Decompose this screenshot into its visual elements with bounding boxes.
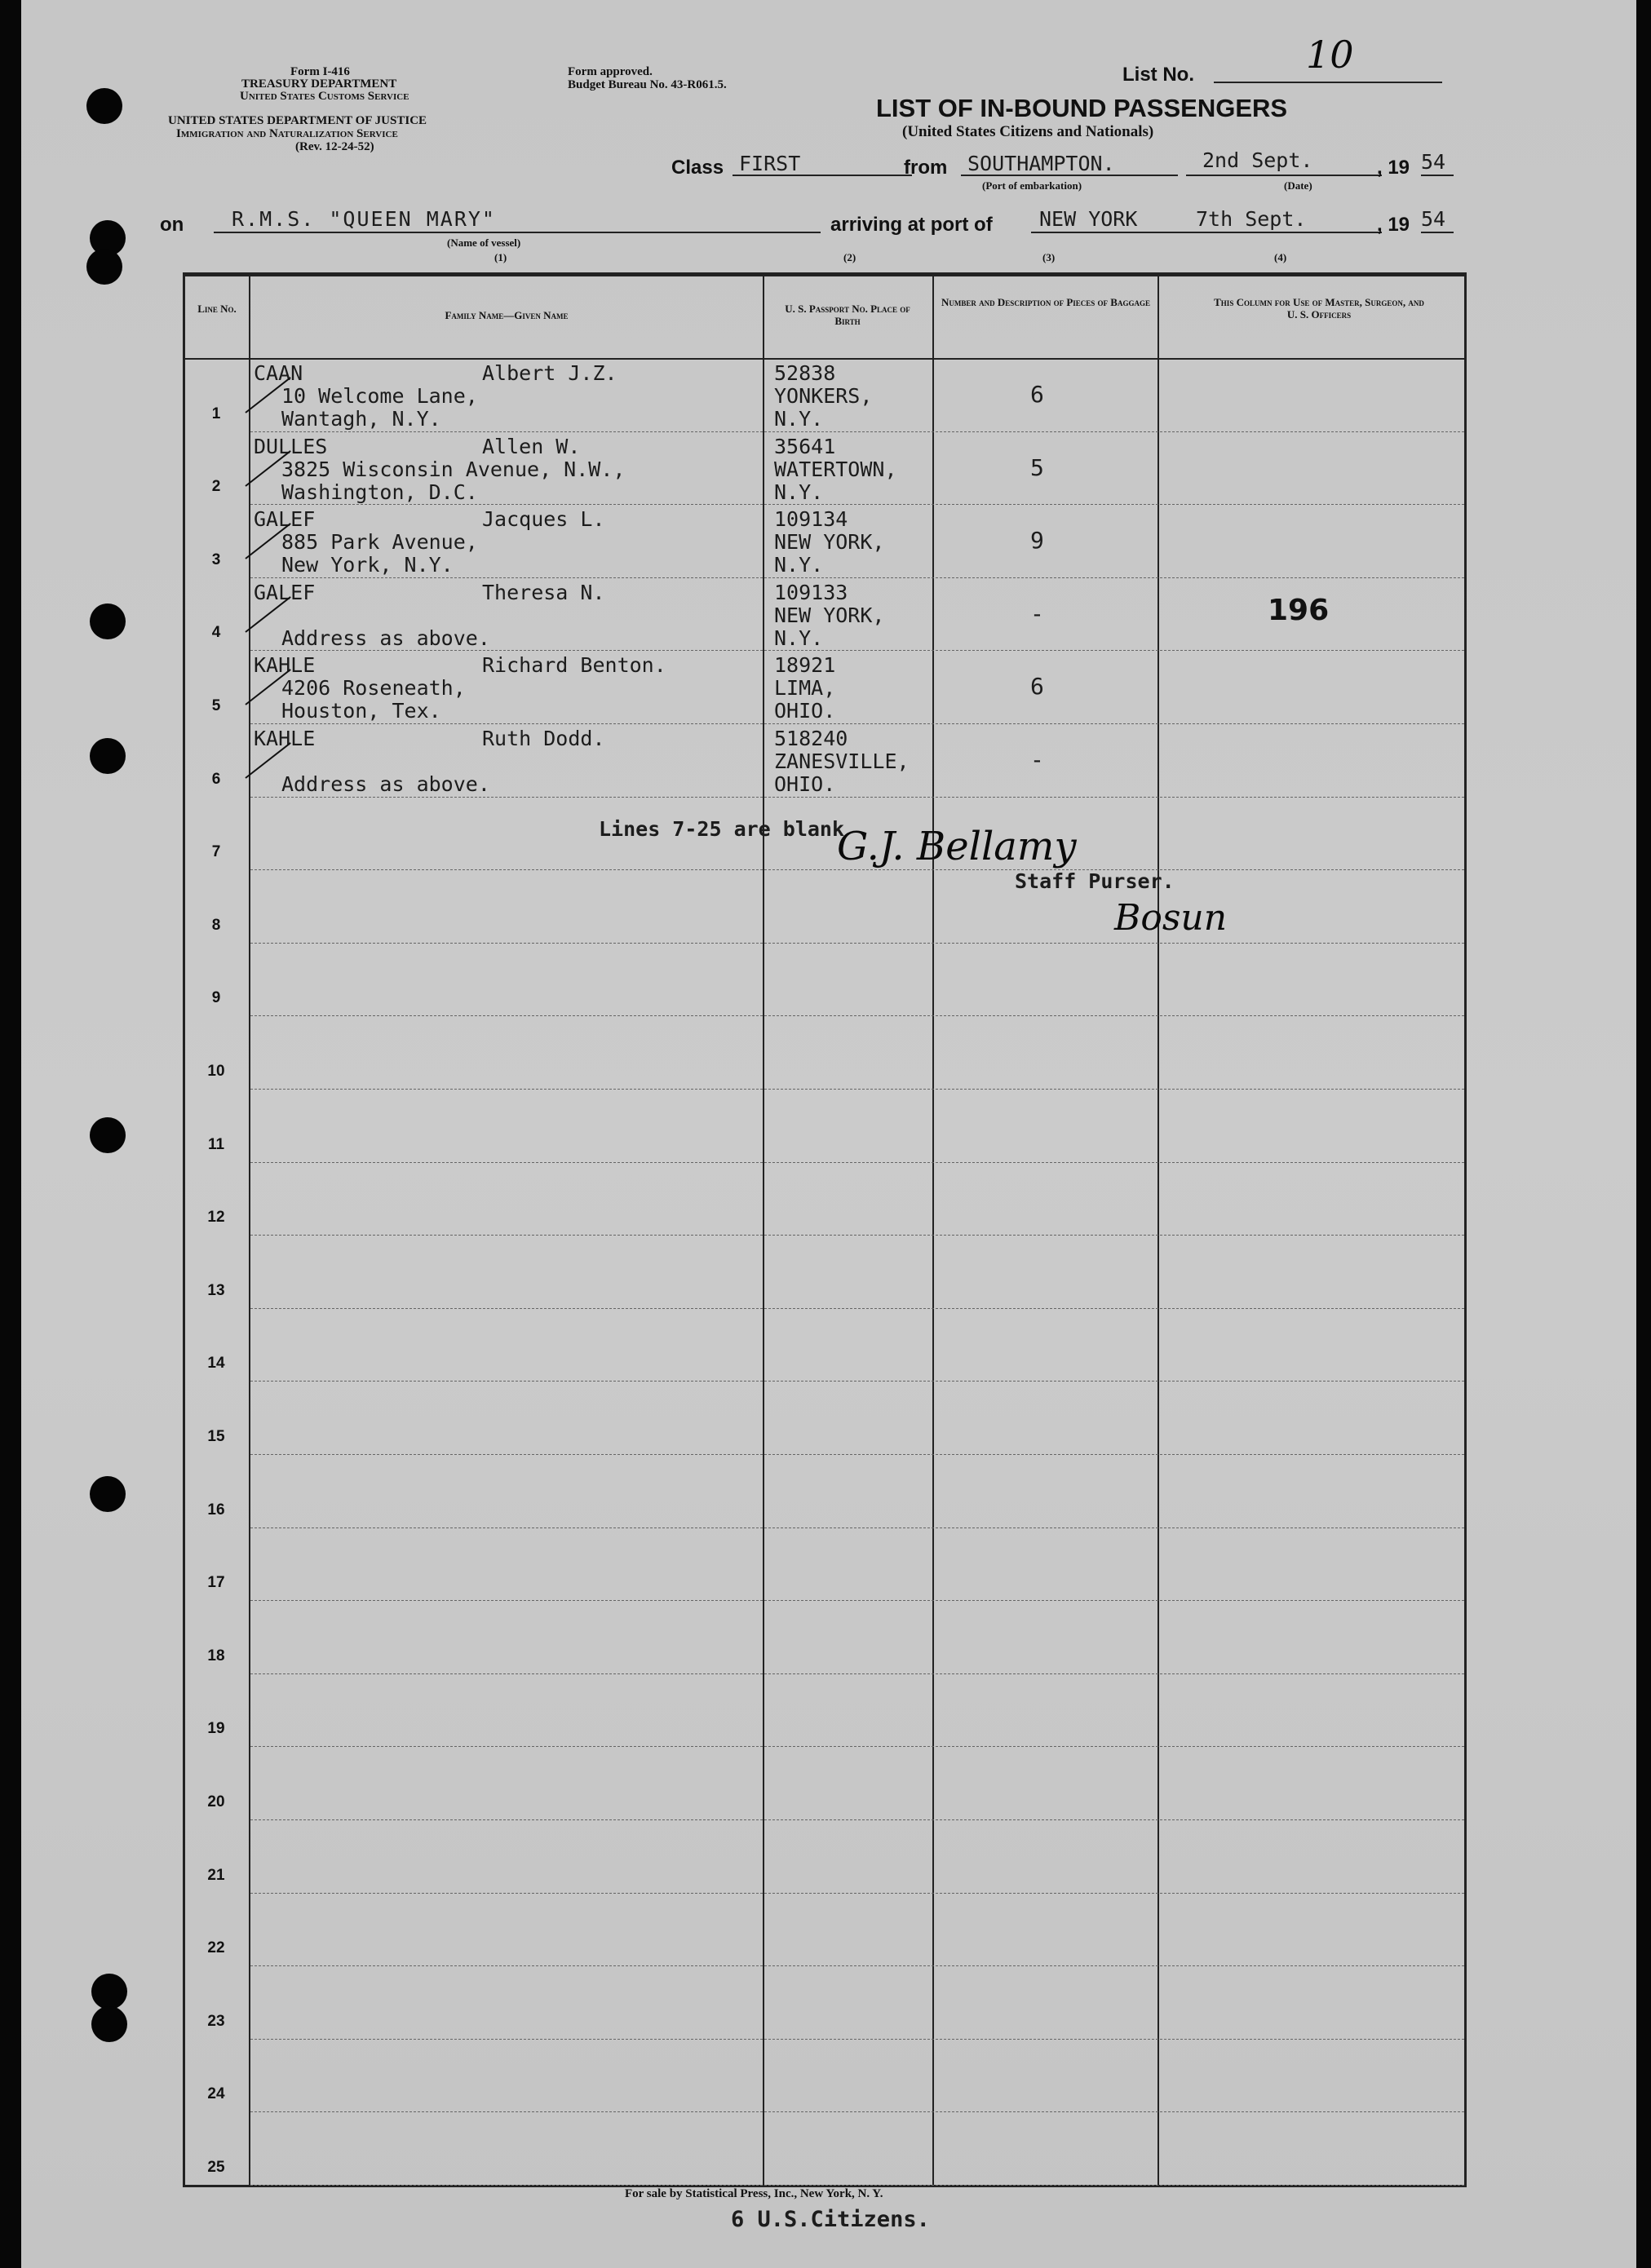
immigration-service: Immigration and Naturalization Service: [176, 127, 398, 140]
col3-number: (3): [1042, 251, 1056, 263]
line-number: 5: [211, 697, 221, 714]
line-number: 25: [207, 2159, 225, 2176]
row-rule: [250, 943, 1464, 944]
arriving-label: arriving at port of: [830, 214, 993, 236]
birthplace-line-2: OHIO.: [774, 772, 836, 796]
baggage-count: 5: [1030, 453, 1044, 481]
row-rule: [250, 1089, 1464, 1090]
birthplace-line-2: N.Y.: [774, 480, 824, 504]
birthplace-line-1: YONKERS,: [774, 384, 873, 408]
birthplace-line-2: OHIO.: [774, 699, 836, 723]
punch-hole: [90, 603, 126, 639]
row-rule: [250, 1454, 1464, 1455]
vessel-caption: (Name of vessel): [447, 237, 521, 249]
col1-number: (1): [494, 251, 507, 263]
arrival-rule: [1031, 232, 1382, 233]
baggage-count: 9: [1030, 527, 1044, 555]
row-rule: [250, 869, 1464, 870]
citizen-summary: 6 U.S.Citizens.: [731, 2207, 930, 2232]
line-number: 6: [211, 770, 221, 788]
line-number: 7: [211, 843, 221, 861]
embarkation-caption: (Port of embarkation): [982, 179, 1082, 192]
passport-number: 109133: [774, 580, 848, 604]
address-line-2: Washington, D.C.: [281, 480, 478, 504]
list-no-value: 10: [1306, 33, 1354, 77]
scan-border-left: [0, 0, 21, 2268]
officer-stamp-number: 196: [1268, 594, 1330, 627]
table-row: [185, 725, 1464, 798]
arrival-date: 7th Sept.: [1196, 207, 1307, 231]
baggage-count: 6: [1030, 381, 1044, 408]
port-of-embarkation: SOUTHAMPTON.: [967, 152, 1115, 175]
line-number: 3: [211, 550, 221, 568]
passport-number: 518240: [774, 727, 848, 750]
birthplace-line-2: N.Y.: [774, 407, 824, 431]
family-name: DULLES: [254, 434, 328, 458]
address-line-1: 885 Park Avenue,: [281, 530, 478, 555]
family-name: KAHLE: [254, 727, 316, 750]
address-line-2: Houston, Tex.: [281, 699, 441, 723]
on-label: on: [160, 214, 184, 236]
punch-hole: [91, 2006, 127, 2042]
departure-date: 2nd Sept.: [1202, 148, 1313, 172]
col-header-officers: This Column for Use of Master, Surgeon, and U. S. Officers: [1214, 296, 1424, 321]
row-rule: [250, 1162, 1464, 1163]
birthplace-line-2: N.Y.: [774, 553, 824, 577]
punch-hole: [86, 249, 122, 285]
address-line-1: 10 Welcome Lane,: [281, 384, 478, 408]
arrival-port: NEW YORK: [1039, 207, 1138, 231]
line-number: 8: [211, 916, 221, 934]
address-line-2: Address as above.: [281, 772, 490, 796]
birthplace-line-1: ZANESVILLE,: [774, 749, 910, 773]
punch-hole: [90, 1117, 126, 1153]
family-name: CAAN: [254, 361, 303, 385]
address-line-1: 3825 Wisconsin Avenue, N.W.,: [281, 457, 626, 481]
birthplace-line-2: N.Y.: [774, 626, 824, 650]
vessel-name: R.M.S. "QUEEN MARY": [232, 207, 496, 231]
family-name: GALEF: [254, 507, 316, 532]
row-rule: [250, 1965, 1464, 1966]
line-number: 11: [207, 1135, 225, 1153]
revision-date: (Rev. 12-24-52): [295, 140, 374, 153]
col-header-line-no: Line No.: [197, 303, 237, 315]
row-rule: [250, 1600, 1464, 1601]
from-label: from: [904, 157, 948, 179]
class-value: FIRST: [739, 152, 801, 175]
bosun-signature: Bosun: [1114, 897, 1228, 939]
birthplace-line-1: NEW YORK,: [774, 530, 885, 555]
col-header-name: Family Name—Given Name: [445, 309, 569, 321]
line-number: 18: [207, 1647, 225, 1665]
given-name: Allen W.: [482, 434, 581, 458]
address-line-2: Address as above.: [281, 626, 490, 650]
given-name: Ruth Dodd.: [482, 727, 605, 750]
punch-hole: [91, 1974, 127, 2009]
purser-signature: G.J. Bellamy: [837, 824, 1077, 869]
line-number: 4: [211, 624, 221, 642]
line-number: 13: [207, 1281, 225, 1299]
col-header-passport: U. S. Passport No. Place of Birth: [785, 303, 910, 327]
list-no-rule: [1214, 82, 1442, 83]
baggage-count: -: [1030, 599, 1044, 627]
line-number: 15: [207, 1428, 225, 1445]
date-caption: (Date): [1284, 179, 1312, 192]
table-row: [185, 433, 1464, 506]
line-number: 17: [207, 1574, 225, 1592]
passport-number: 35641: [774, 434, 836, 458]
year2-prefix: , 19: [1377, 214, 1410, 236]
family-name: KAHLE: [254, 653, 316, 678]
birthplace-line-1: LIMA,: [774, 676, 836, 701]
address-line-1: 4206 Roseneath,: [281, 676, 466, 701]
punch-hole: [90, 738, 126, 774]
address-line-2: Wantagh, N.Y.: [281, 407, 441, 431]
row-rule: [250, 2039, 1464, 2040]
line-number: 20: [207, 1793, 225, 1810]
document-subtitle: (United States Citizens and Nationals): [902, 123, 1154, 140]
line-number: 9: [211, 989, 221, 1007]
class-label: Class: [671, 157, 724, 179]
table-row: [185, 506, 1464, 579]
blank-lines-note: Lines 7-25 are blank: [599, 817, 845, 841]
document-title: LIST OF IN-BOUND PASSENGERS: [876, 94, 1288, 122]
row-rule: [250, 1235, 1464, 1236]
passport-number: 109134: [774, 507, 848, 532]
form-approved: Form approved.: [568, 65, 653, 78]
given-name: Albert J.Z.: [482, 361, 617, 385]
line-number: 19: [207, 1720, 225, 1738]
list-no-label: List No.: [1122, 64, 1194, 86]
baggage-count: -: [1030, 746, 1044, 773]
scan-border-right: [1636, 0, 1651, 2268]
table-row: [185, 652, 1464, 725]
year2-value: 54: [1421, 207, 1446, 231]
year1-prefix: , 19: [1377, 157, 1410, 179]
table-row: [185, 360, 1464, 433]
row-rule: [250, 1527, 1464, 1528]
vessel-rule: [214, 232, 821, 233]
printer-note: For sale by Statistical Press, Inc., New York, N. Y.: [625, 2187, 883, 2200]
line-number: 1: [211, 405, 221, 422]
line-number: 16: [207, 1501, 225, 1519]
department-of-justice: UNITED STATES DEPARTMENT OF JUSTICE: [168, 114, 427, 127]
budget-bureau: Budget Bureau No. 43-R061.5.: [568, 78, 727, 91]
passport-number: 18921: [774, 653, 836, 678]
customs-service: United States Customs Service: [240, 90, 409, 103]
treasury-department: TREASURY DEPARTMENT: [241, 77, 397, 91]
line-number: 2: [211, 478, 221, 496]
year1-rule: [1421, 175, 1454, 176]
col-header-baggage: Number and Description of Pieces of Baggage: [941, 296, 1150, 308]
birthplace-line-1: WATERTOWN,: [774, 457, 897, 481]
form-number: Form I-416: [290, 65, 350, 78]
line-number: 21: [207, 1866, 225, 1884]
col4-number: (4): [1274, 251, 1287, 263]
line-number: 14: [207, 1355, 225, 1373]
punch-hole: [86, 88, 122, 124]
date1-rule: [1186, 175, 1382, 176]
row-rule: [250, 1746, 1464, 1747]
row-rule: [250, 1015, 1464, 1016]
line-number: 24: [207, 2085, 225, 2103]
row-rule: [250, 1673, 1464, 1674]
address-line-2: New York, N.Y.: [281, 553, 454, 577]
year1-value: 54: [1421, 150, 1446, 174]
manifest-page: [21, 0, 1636, 2268]
line-number: 22: [207, 1939, 225, 1957]
birthplace-line-1: NEW YORK,: [774, 603, 885, 627]
family-name: GALEF: [254, 580, 316, 604]
line-number: 10: [207, 1063, 225, 1080]
baggage-count: 6: [1030, 673, 1044, 701]
line-number: 12: [207, 1209, 225, 1227]
passport-number: 52838: [774, 361, 836, 385]
row-rule: [250, 2111, 1464, 2112]
row-rule: [250, 1381, 1464, 1382]
year2-rule: [1421, 232, 1454, 233]
row-rule: [250, 1819, 1464, 1820]
given-name: Richard Benton.: [482, 653, 666, 678]
given-name: Theresa N.: [482, 580, 605, 604]
line-number: 23: [207, 2012, 225, 2030]
given-name: Jacques L.: [482, 507, 605, 532]
punch-hole: [90, 1476, 126, 1512]
passenger-table: [183, 272, 1467, 2187]
staff-purser-label: Staff Purser.: [1015, 869, 1175, 893]
col2-number: (2): [843, 251, 856, 263]
row-rule: [250, 1308, 1464, 1309]
row-rule: [250, 2185, 1464, 2186]
row-rule: [250, 1893, 1464, 1894]
